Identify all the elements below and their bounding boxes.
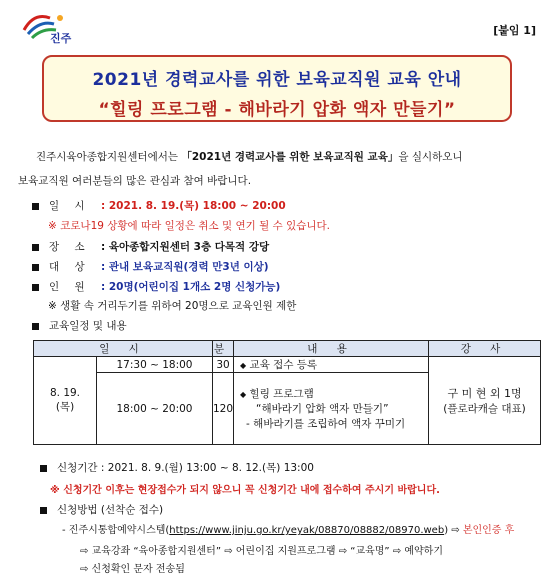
table-row xyxy=(34,357,541,373)
detail-place: 장 소 : 육아종합지원센터 3층 다목적 강당 xyxy=(32,239,269,254)
time-cell: 18:00 ~ 20:00 xyxy=(97,373,213,445)
apply-warning: ※ 신청기간 이후는 현장접수가 되지 않으니 꼭 신청기간 내에 접수하여 주시기 바랍니다. xyxy=(50,485,440,496)
sub-title: “힐링 프로그램 - 해바라기 압화 액자 만들기” xyxy=(98,100,456,120)
intro-line2: 보육교직원 여러분들의 많은 관심과 참여 바랍니다. xyxy=(18,175,252,187)
diamond-icon: ◆ xyxy=(240,390,247,399)
bullet-icon xyxy=(32,244,39,251)
bullet-icon xyxy=(40,465,47,472)
detail-people: 인 원 : 20명(어린이집 1개소 2명 신청가능) xyxy=(32,279,280,294)
date-value: : 2021. 8. 19.(목) 18:00 ~ 20:00 xyxy=(101,200,286,212)
intro-suffix: 을 실시하오니 xyxy=(398,151,463,163)
people-note: ※ 생활 속 거리두기를 위하여 20명으로 교육인원 제한 xyxy=(48,300,297,312)
bullet-icon xyxy=(32,323,39,330)
title-box xyxy=(42,55,512,122)
content-cell: ◆ 힐링 프로그램 “해바라기 압화 액자 만들기” - 해바라기를 조립하여 액자 꾸미기 xyxy=(234,373,429,445)
content-cell: ◆ 교육 접수 등록 xyxy=(234,357,429,373)
apply-step2: ⇨ 교육강좌 “육아종합지원센터” ⇨ 어린이집 지원프로그램 ⇨ “교육명” ⇨ 예약하기 xyxy=(80,546,443,557)
bullet-icon xyxy=(32,264,39,271)
reservation-link[interactable]: https://www.jinju.go.kr/yeyak/08870/08882/08970.web xyxy=(169,525,445,536)
attachment-label: [붙임 1] xyxy=(493,24,536,37)
header-minutes: 분 xyxy=(213,341,234,357)
apply-step3: ⇨ 신청확인 문자 전송됨 xyxy=(80,564,185,575)
header-instructor: 강 사 xyxy=(429,341,541,357)
people-value: : 20명(어린이집 1개소 2명 신청가능) xyxy=(101,281,281,293)
instructor-cell: 구 미 현 외 1명 (플로라캐슬 대표) xyxy=(429,357,541,445)
schedule-label: 교육일정 및 내용 xyxy=(49,320,127,332)
header-content: 내 용 xyxy=(234,341,429,357)
date-note: ※ 코로나19 상황에 따라 일정은 취소 및 연기 될 수 있습니다. xyxy=(48,220,331,232)
schedule-table xyxy=(33,340,541,445)
apply-period: 신청기간 : 2021. 8. 9.(월) 13:00 ~ 8. 12.(목) 13:00 xyxy=(40,460,314,475)
main-title: 2021년 경력교사를 위한 보육교직원 교육 안내 xyxy=(92,70,462,90)
table-header-row xyxy=(34,341,541,357)
logo-text: 진주 xyxy=(50,32,72,45)
detail-schedule xyxy=(32,318,127,333)
intro-paragraph xyxy=(18,145,538,193)
intro-prefix: 진주시육아종합지원센터에서는 xyxy=(36,151,182,163)
apply-step1: - 진주시통합예약시스템(https://www.jinju.go.kr/yeyak/08870/08882/08970.web) ⇨ 본인인증 후 xyxy=(62,525,515,536)
bullet-icon xyxy=(40,507,47,514)
apply-method: 신청방법 (선착순 접수) xyxy=(40,502,163,517)
minutes-cell: 120 xyxy=(213,373,234,445)
detail-date: 일 시 : 2021. 8. 19.(목) 18:00 ~ 20:00 xyxy=(32,198,286,213)
header-datetime: 일 시 xyxy=(34,341,213,357)
city-logo xyxy=(20,8,80,48)
time-cell: 17:30 ~ 18:00 xyxy=(97,357,213,373)
bullet-icon xyxy=(32,203,39,210)
date-cell: 8. 19. (목) xyxy=(34,357,97,445)
detail-target: 대 상 : 관내 보육교직원(경력 만3년 이상) xyxy=(32,259,269,274)
diamond-icon: ◆ xyxy=(240,361,247,370)
minutes-cell: 30 xyxy=(213,357,234,373)
intro-highlight: 「2021년 경력교사를 위한 보육교직원 교육」 xyxy=(181,151,399,163)
place-value: : 육아종합지원센터 3층 다목적 강당 xyxy=(101,241,270,253)
bullet-icon xyxy=(32,284,39,291)
target-value: : 관내 보육교직원(경력 만3년 이상) xyxy=(101,261,269,273)
